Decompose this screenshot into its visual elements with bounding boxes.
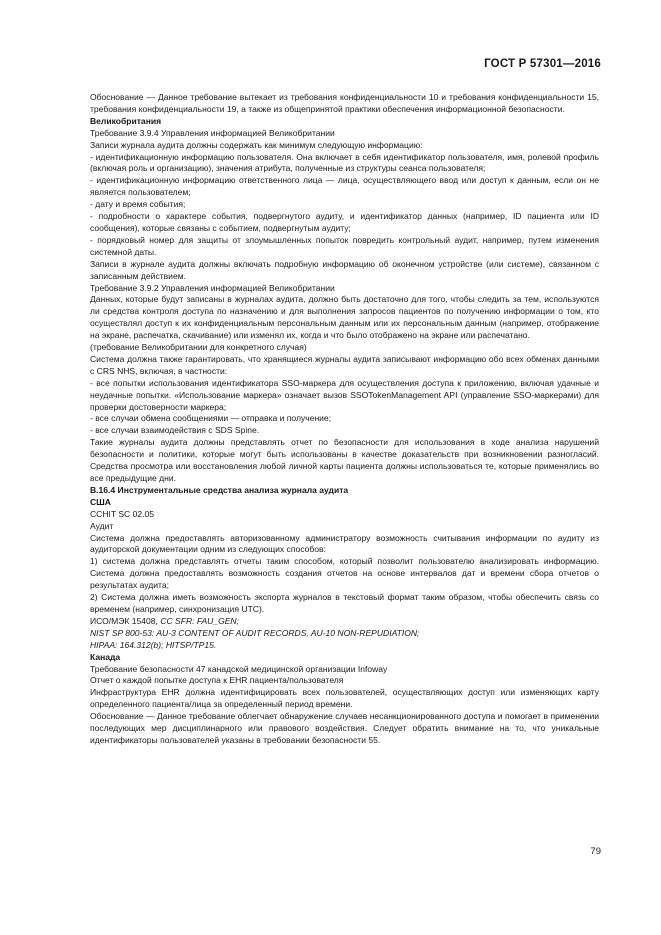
paragraph-audit-minimum: Записи журнала аудита должны содержать как минимум следующую информацию: [90, 139, 423, 150]
page-body [90, 92, 599, 747]
paragraph-requirement-394: Требование 3.9.4 Управления информацией Великобритании [90, 127, 335, 138]
list-item-event-details: - подробности о характере события, подвергнутого аудиту, и идентификатор данных (например, ID пациента или ID сообщения), которые связаны с событием, подвергнутым аудиту; [90, 211, 599, 233]
reference-nist: NIST SP 800-53: AU-3 CONTENT OF AUDIT RECORDS, AU-10 NON-REPUDIATION; [90, 627, 420, 638]
numbered-item-2: 2) Система должна иметь возможность экспорта журналов в текстовый формат таким образом, чтобы обеспечить связь со временем (например, синхронизация UTC). [90, 592, 599, 614]
heading-canada: Канада [90, 651, 121, 662]
paragraph-cchit: CCHIT SC 02.05 [90, 508, 154, 519]
list-item-user-id: - идентификационную информацию пользователя. Она включает в себя идентификатор пользователя, имя, ролевой профиль (включая роль и организацию), значения атрибута, полученные из структуры сеанса пользователя; [90, 151, 599, 174]
paragraph-security-reports: Такие журналы аудита должны представлять отчет по безопасности для использования в ходе анализа нарушений безопасности и политики, которые могут быть использованы в качестве доказательств при возникновении разногласий. Средства просмотра или восстановления любой личной карты пациента должны использоваться те, которые применялись во все предыдущие дни. [90, 437, 599, 483]
reference-iso-standard: ИСО/МЭК 15408, [90, 615, 161, 626]
page-number: 79 [590, 846, 601, 857]
paragraph-rationale-intro: Обоснование — Данное требование вытекает из требования конфиденциальности 10 и требования конфиденциальности 15, требования конфиденциальности 19, а также из общепринятой практики обеспечения информационной безопасности. [90, 92, 599, 114]
paragraph-audit-label: Аудит [90, 520, 114, 531]
reference-iso [90, 616, 599, 628]
paragraph-ehr-infrastructure: Инфраструктура EHR должна идентифицировать всех пользователей, осуществляющих доступ или изменяющих карту определенного пациента/лица за определенный период времени. [90, 687, 599, 710]
paragraph-system-guarantee: Система должна также гарантировать, что хранящиеся журналы аудита записывают информацию обо всех обменах данными с CRS NHS, включая, в частности: [90, 353, 599, 376]
heading-uk: Великобритания [90, 115, 162, 126]
list-item-sequence-number: - порядковый номер для защиты от злоумышленных попыток повредить контрольный аудит, например, путем изменения системной даты. [90, 234, 599, 257]
paragraph-ehr-report: Отчет о каждой попытке доступа к EHR пациента/пользователя [90, 675, 344, 686]
list-item-sso-token: - все попытки использования идентификатора SSO-маркера для осуществления доступа к приложению, включая удачные и неудачные попытки. «Использование маркера» означает вызов SSOTokenManagement API (управление SSO-маркерами) для проверки достоверности маркера; [90, 377, 599, 412]
paragraph-rationale-final: Обоснование — Данное требование облегчает обнаружение случаев несанкционированного доступа и помогает в применении последующих мер дисциплинарного или правового воздействия. Следует обратить внимание на то, что уникальные идентификаторы пользователей указаны в требовании безопасности 55. [90, 711, 599, 745]
paragraph-uk-specific: (требование Великобритании для конкретного случая) [90, 342, 307, 353]
reference-iso-sfr: CC SFR: FAU_GEN; [160, 615, 239, 626]
heading-usa: США [90, 496, 111, 507]
paragraph-requirement-392: Требование 3.9.2 Управления информацией Великобритании [90, 282, 335, 293]
list-item-sds-spine: - все случаи взаимодействия с SDS Spine. [90, 425, 260, 436]
section-heading-b164: В.16.4 Инструментальные средства анализа журнала аудита [90, 484, 349, 495]
paragraph-infoway: Требование безопасности 47 канадской медицинской организации Infoway [90, 663, 388, 674]
document-header: ГОСТ Р 57301—2016 [484, 58, 601, 70]
list-item-datetime: - дату и время события; [90, 199, 186, 210]
reference-hipaa: HIPAA: 164.312(b); HITSP/TP15. [90, 639, 217, 650]
list-item-responsible-person: - идентификационную информацию ответственного лица — лица, осуществляющего ввод или доступ к данным, если он не является пользователем; [90, 175, 599, 198]
paragraph-audit-data: Данных, которые будут записаны в журналах аудита, должно быть достаточно для того, чтобы следить за тем, используются ли средства контроля доступа по назначению и для выполнения запросов пациентов по получению информации о том, кто осуществлял доступ к их конфиденциальным персональным данным или их персональным данным (например, отображение на экране, распечатка, скачивание) или изменял их, когда и что было отображено на экране или распечатано. [90, 294, 599, 341]
paragraph-admin-audit: Система должна предоставлять авторизованному администратору возможность считывания информации по аудиту из аудиторской документации одним из следующих способов: [90, 532, 599, 555]
list-item-messaging: - все случаи обмена сообщениями — отправка и получение; [90, 413, 332, 424]
numbered-item-1: 1) система должна представлять отчеты таким способом, который позволит пользователю анализировать информацию. Система должна предоставлять возможность создания отчетов на основе интервалов дат и времени сбора отчетов о результатах аудита; [90, 556, 599, 591]
paragraph-endpoint: Записи в журнале аудита должны включать подробную информацию об оконечном устройстве (или системе), связанном с записанным действием. [90, 258, 599, 281]
